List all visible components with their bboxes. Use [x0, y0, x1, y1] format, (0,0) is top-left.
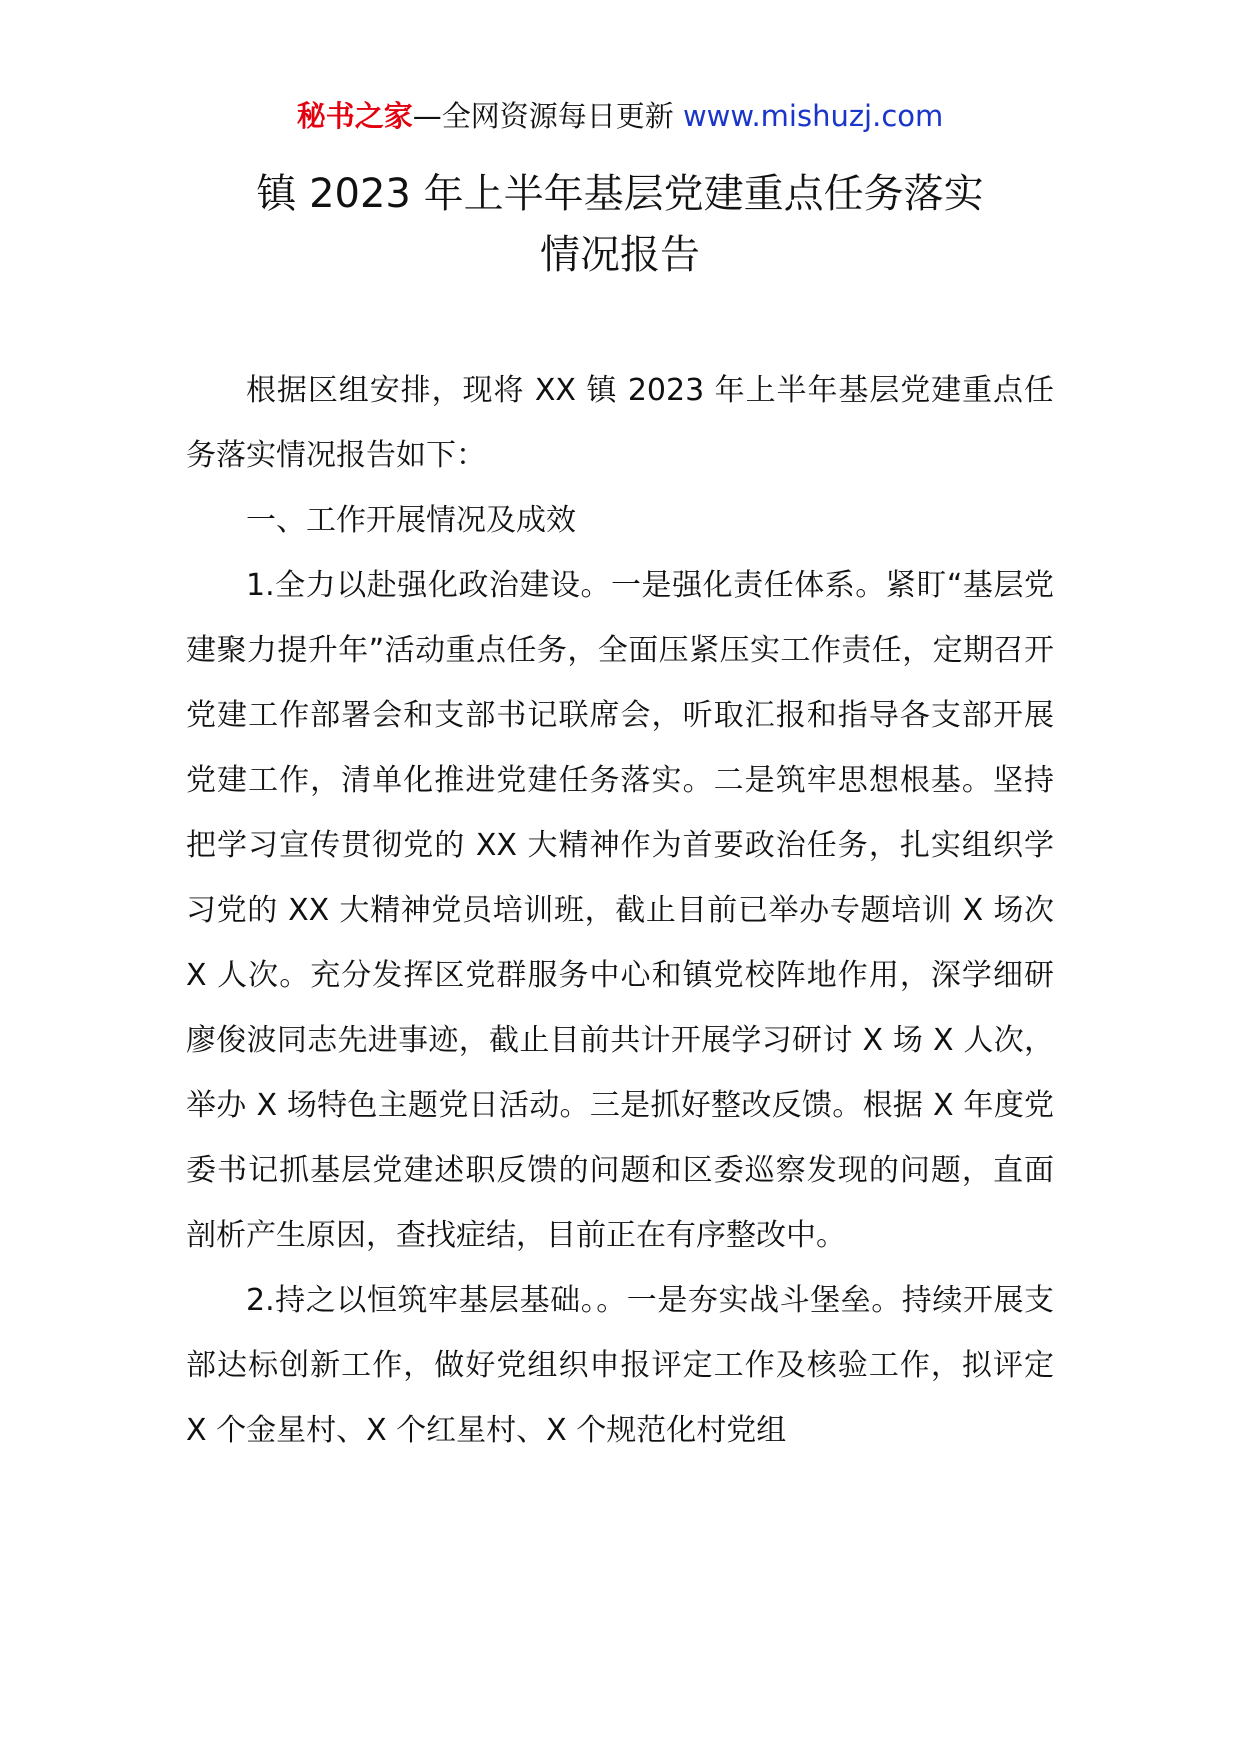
document-body	[186, 358, 1054, 1463]
watermark-header	[0, 96, 1240, 136]
section-heading: 一、工作开展情况及成效	[246, 503, 576, 538]
title-line-1: 镇 2023 年上半年基层党建重点任务落实	[256, 171, 984, 217]
body-paragraph-1: 1.全力以赴强化政治建设。一是强化责任体系。紧盯“基层党建聚力提升年”活动重点任务，全面压紧压实工作责任，定期召开党建工作部署会和支部书记联席会，听取汇报和指导各支部开展党建工作，清单化推进党建任务落实。二是筑牢思想根基。坚持把学习宣传贯彻党的 XX 大精神作为首要政治任务，扎实组织学习党的 XX 大精神党员培训班，截止目前已举办专题培训 X 场次 X 人次。充分发挥区党群服务中心和镇党校阵地作用，深学细研廖俊波同志先进事迹，截止目前共计开展学习研讨 X 场 X 人次，举办 X 场特色主题党日活动。三是抓好整改反馈。根据 X 年度党委书记抓基层党建述职反馈的问题和区委巡察发现的问题，直面剖析产生原因，查找症结，目前正在有序整改中。	[186, 568, 1054, 1253]
body-paragraph-2: 2.持之以恒筑牢基层基础。。一是夯实战斗堡垒。持续开展支部达标创新工作，做好党组织申报评定工作及核验工作，拟评定 X 个金星村、X 个红星村、X 个规范化村党组	[186, 1283, 1054, 1448]
intro-paragraph: 根据区组安排，现将 XX 镇 2023 年上半年基层党建重点任务落实情况报告如下：	[186, 373, 1054, 473]
document-title	[0, 164, 1240, 286]
slogan: —全网资源每日更新	[412, 99, 674, 133]
site-url-link[interactable]: www.mishuzj.com	[682, 99, 944, 133]
brand-name: 秘书之家	[296, 99, 413, 133]
title-line-2: 情况报告	[540, 232, 700, 278]
